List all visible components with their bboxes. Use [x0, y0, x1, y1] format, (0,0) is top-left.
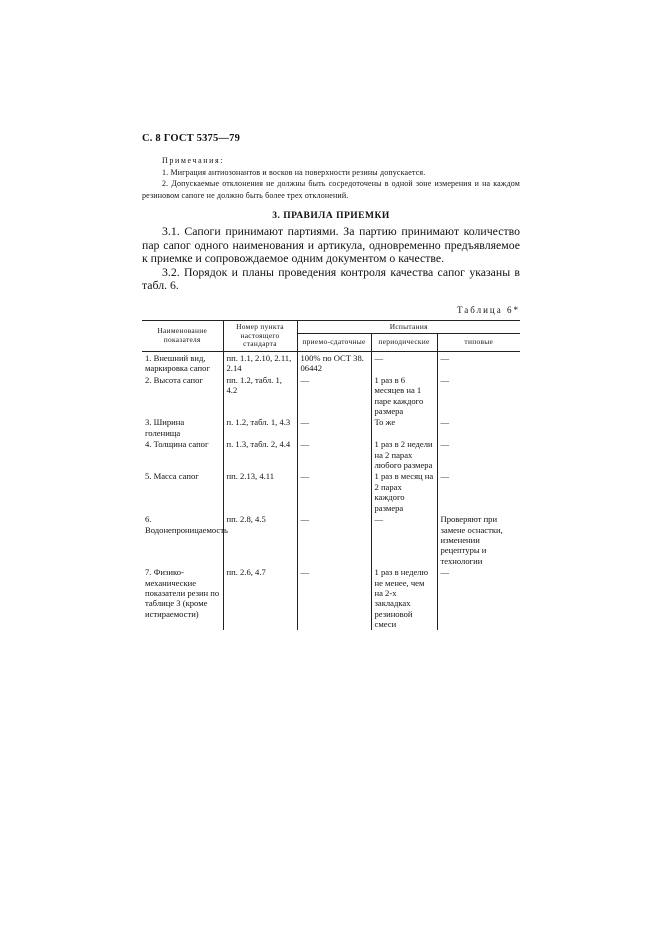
cell-acceptance: — [297, 513, 371, 566]
cell-clause: п. 1.3, табл. 2, 4.4 [223, 438, 297, 470]
notes-title: Примечания: [162, 156, 225, 165]
cell-name: 3. Ширина голенища [145, 417, 185, 438]
table-row [142, 566, 520, 629]
cell-clause: пп. 2.6, 4.7 [223, 566, 297, 629]
table-caption: Таблица 6* [457, 305, 520, 315]
cell-periodic: — [371, 352, 437, 374]
table-row [142, 352, 520, 374]
acceptance-table [142, 320, 520, 630]
cell-clause: пп. 1.1, 2.10, 2.11, 2.14 [223, 352, 297, 374]
cell-clause: пп. 1.2, табл. 1, 4.2 [223, 374, 297, 417]
cell-name: 6. Водонепроницаемость [145, 514, 228, 535]
table-row [142, 374, 520, 417]
cell-periodic: 1 раз в месяц на 2 парах каждого размера [371, 470, 437, 513]
cell-type: — [437, 566, 520, 629]
header-name: Наименование показателя [142, 321, 223, 352]
cell-periodic: 1 раз в неделю не менее, чем на 2-х закладках резиновой смеси [371, 566, 437, 629]
cell-type: — [437, 470, 520, 513]
notes-block [142, 155, 520, 201]
header-tests: Испытания [297, 321, 520, 334]
table-row [142, 513, 520, 566]
header-clause: Номер пункта настоящего стандарта [223, 321, 297, 352]
header-type: типовые [437, 334, 520, 352]
cell-periodic: — [371, 513, 437, 566]
cell-clause: п. 1.2, табл. 1, 4.3 [223, 416, 297, 438]
cell-name: 7. Физико-механические показатели резин по таблице 3 (кроме истираемости) [145, 567, 220, 619]
cell-acceptance: 100% по ОСТ 38. 06442 [297, 352, 371, 374]
header-periodic: периодические [371, 334, 437, 352]
cell-acceptance: — [297, 438, 371, 470]
page-header: С. 8 ГОСТ 5375—79 [142, 133, 241, 144]
cell-name: 4. Толщина сапог [145, 439, 209, 450]
cell-acceptance: — [297, 416, 371, 438]
cell-type: — [437, 374, 520, 417]
table-row [142, 438, 520, 470]
section-title: 3. ПРАВИЛА ПРИЕМКИ [272, 211, 390, 221]
cell-periodic: 1 раз в 6 месяцев на 1 паре каждого размера [371, 374, 437, 417]
paragraph-3-1: 3.1. Сапоги принимают партиями. За партию принимают количество пар сапог одного наименования и артикула, одновременно предъявляемое к приемке и сопровождаемое одним документом о качестве. [142, 224, 520, 266]
header-acceptance: приемо-сдаточные [297, 334, 371, 352]
cell-acceptance: — [297, 566, 371, 629]
cell-name: 5. Масса сапог [145, 471, 199, 482]
cell-clause: пп. 2.13, 4.11 [223, 470, 297, 513]
cell-acceptance: — [297, 470, 371, 513]
cell-clause: пп. 2.8, 4.5 [223, 513, 297, 566]
paragraph-3-2: 3.2. Порядок и планы проведения контроля качества сапог указаны в табл. 6. [142, 264, 520, 293]
note-item: 2. Допускаемые отклонения не должны быть сосредоточены в одной зоне измерения и на каждом резиновом сапоге не должно быть более трех отклонений. [142, 179, 520, 200]
note-item: 1. Миграция антиозонантов и восков на поверхности резины допускается. [162, 167, 426, 177]
cell-type: Проверяют при замене оснастки, изменении рецептуры и технологии [437, 513, 520, 566]
cell-periodic: То же [371, 416, 437, 438]
cell-name: 1. Внешний вид, маркировка сапог [145, 353, 210, 374]
cell-periodic: 1 раз в 2 недели на 2 парах любого размера [371, 438, 437, 470]
cell-name: 2. Высота сапог [145, 374, 203, 385]
cell-type: — [437, 438, 520, 470]
table-row [142, 416, 520, 438]
body-text [142, 225, 520, 293]
table-row [142, 470, 520, 513]
cell-type: — [437, 416, 520, 438]
cell-acceptance: — [297, 374, 371, 417]
cell-type: — [437, 352, 520, 374]
